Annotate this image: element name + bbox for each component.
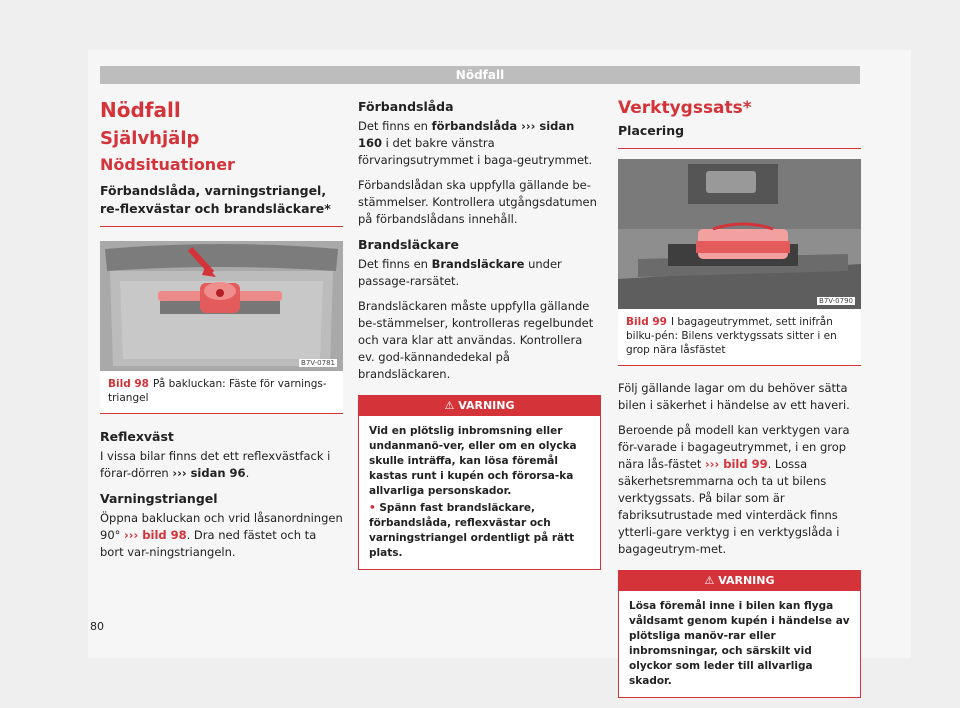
- image-code: B7V-0790: [819, 297, 853, 305]
- section-heading: Förbandslåda, varningstriangel, re-flexvästar och brandsläckare*: [100, 182, 343, 227]
- column-1: [100, 98, 343, 569]
- extinguisher-title: Brandsläckare: [358, 237, 459, 252]
- extinguisher-text: Det finns en Brandsläckare under passage-rarsätet.: [358, 257, 562, 288]
- reflex-title: Reflexväst: [100, 429, 174, 444]
- figure-caption-text: På bakluckan: Fäste för varnings-triangel: [108, 378, 327, 404]
- heading-verktygssats: Verktygssats*: [618, 98, 752, 118]
- figure-label: Bild 99: [626, 316, 667, 328]
- tools-text-2: Beroende på modell kan verktygen vara för-varade i bagageutrymmet, i en grop nära lås-fästet ››› bild 99. Lossa säkerhetsremmarna och ta ut bilens verktygssats. På bilar som är fabriksutrustade med vinterdäck finns ytterli-gare verktyg i en verktygslåda i bagageutrym-met.: [618, 423, 850, 556]
- first-aid-text: Det finns en förbandslåda ››› sidan 160 i det bakre vänstra förvaringsutrymmet i baga-geutrymmet.: [358, 119, 593, 167]
- chapter-header: Nödfall: [100, 66, 860, 84]
- image-code: B7V-0781: [301, 359, 335, 367]
- warning-body: [359, 416, 600, 569]
- figure-98: [100, 241, 343, 414]
- warning-header: ⚠ VARNING: [619, 571, 860, 591]
- warning-bullet: • Spänn fast brandsläckare, förbandslåda, reflexvästar och varningstriangel ordentligt på rätt plats.: [369, 502, 575, 559]
- first-aid-text-2: Förbandslådan ska uppfylla gällande be-stämmelser. Kontrollera utgångsdatumen på förbandslådans innehåll.: [358, 178, 597, 226]
- warning-header: ⚠ VARNING: [359, 396, 600, 416]
- figure-link[interactable]: ››› bild 98: [124, 528, 187, 542]
- tools-text-1: Följ gällande lagar om du behöver sätta bilen i säkerhet i händelse av ett haveri.: [618, 381, 850, 412]
- heading-sjalvhjalp: Självhjälp: [100, 128, 200, 149]
- extinguisher-text-2: Brandsläckaren måste uppfylla gällande be-stämmelser, kontrolleras regelbundet och vara klar att användas. Kontrollera ev. god-kännandedekal på brandsläckaren.: [358, 299, 594, 381]
- trunk-lid-image: [100, 241, 343, 371]
- figure-caption-text: I bagageutrymmet, sett inifrån bilku-pén: Bilens verktygssats sitter i en grop nära låsfästet: [626, 316, 837, 356]
- triangle-text: Öppna bakluckan och vrid låsanordningen 90° ››› bild 98. Dra ned fästet och ta bort var-ningstriangeln.: [100, 511, 343, 559]
- bullet-icon: •: [369, 502, 380, 514]
- figure-caption: [100, 371, 343, 405]
- column-3: [618, 98, 861, 698]
- figure-label: Bild 98: [108, 378, 149, 390]
- first-aid-title: Förbandslåda: [358, 99, 454, 114]
- page-link[interactable]: ››› sidan 96: [172, 466, 246, 480]
- warning-text: Lösa föremål inne i bilen kan flyga våldsamt genom kupén i händelse av plötsliga manöv-rar eller inbromsningar, och särskilt vid olyckor som leder till allvarliga skador.: [629, 600, 850, 687]
- warning-text: Vid en plötslig inbromsning eller undanmanö-ver, eller om en olycka skulle inträffa, kan lösa föremål kastas runt i kupén och förorsa-ka allvarliga personskador.: [369, 425, 577, 497]
- figure-link[interactable]: ››› bild 99: [705, 457, 768, 471]
- warning-icon: ⚠: [444, 399, 459, 412]
- heading-placering: Placering: [618, 122, 861, 149]
- page-link[interactable]: ››› sidan 160: [358, 119, 575, 150]
- figure-99: [618, 159, 861, 366]
- triangle-title: Varningstriangel: [100, 491, 218, 506]
- warning-icon: ⚠: [704, 574, 719, 587]
- figure-caption: [618, 309, 861, 357]
- warning-box: [618, 570, 861, 698]
- heading-nodfall: Nödfall: [100, 98, 181, 122]
- page-number: 80: [90, 620, 104, 633]
- reflex-text: I vissa bilar finns det ett reflexvästfack i förar-dörren ››› sidan 96.: [100, 449, 331, 480]
- trunk-image: [618, 159, 861, 309]
- warning-box: [358, 395, 601, 570]
- heading-nodsituationer: Nödsituationer: [100, 155, 235, 174]
- column-2: [358, 98, 601, 570]
